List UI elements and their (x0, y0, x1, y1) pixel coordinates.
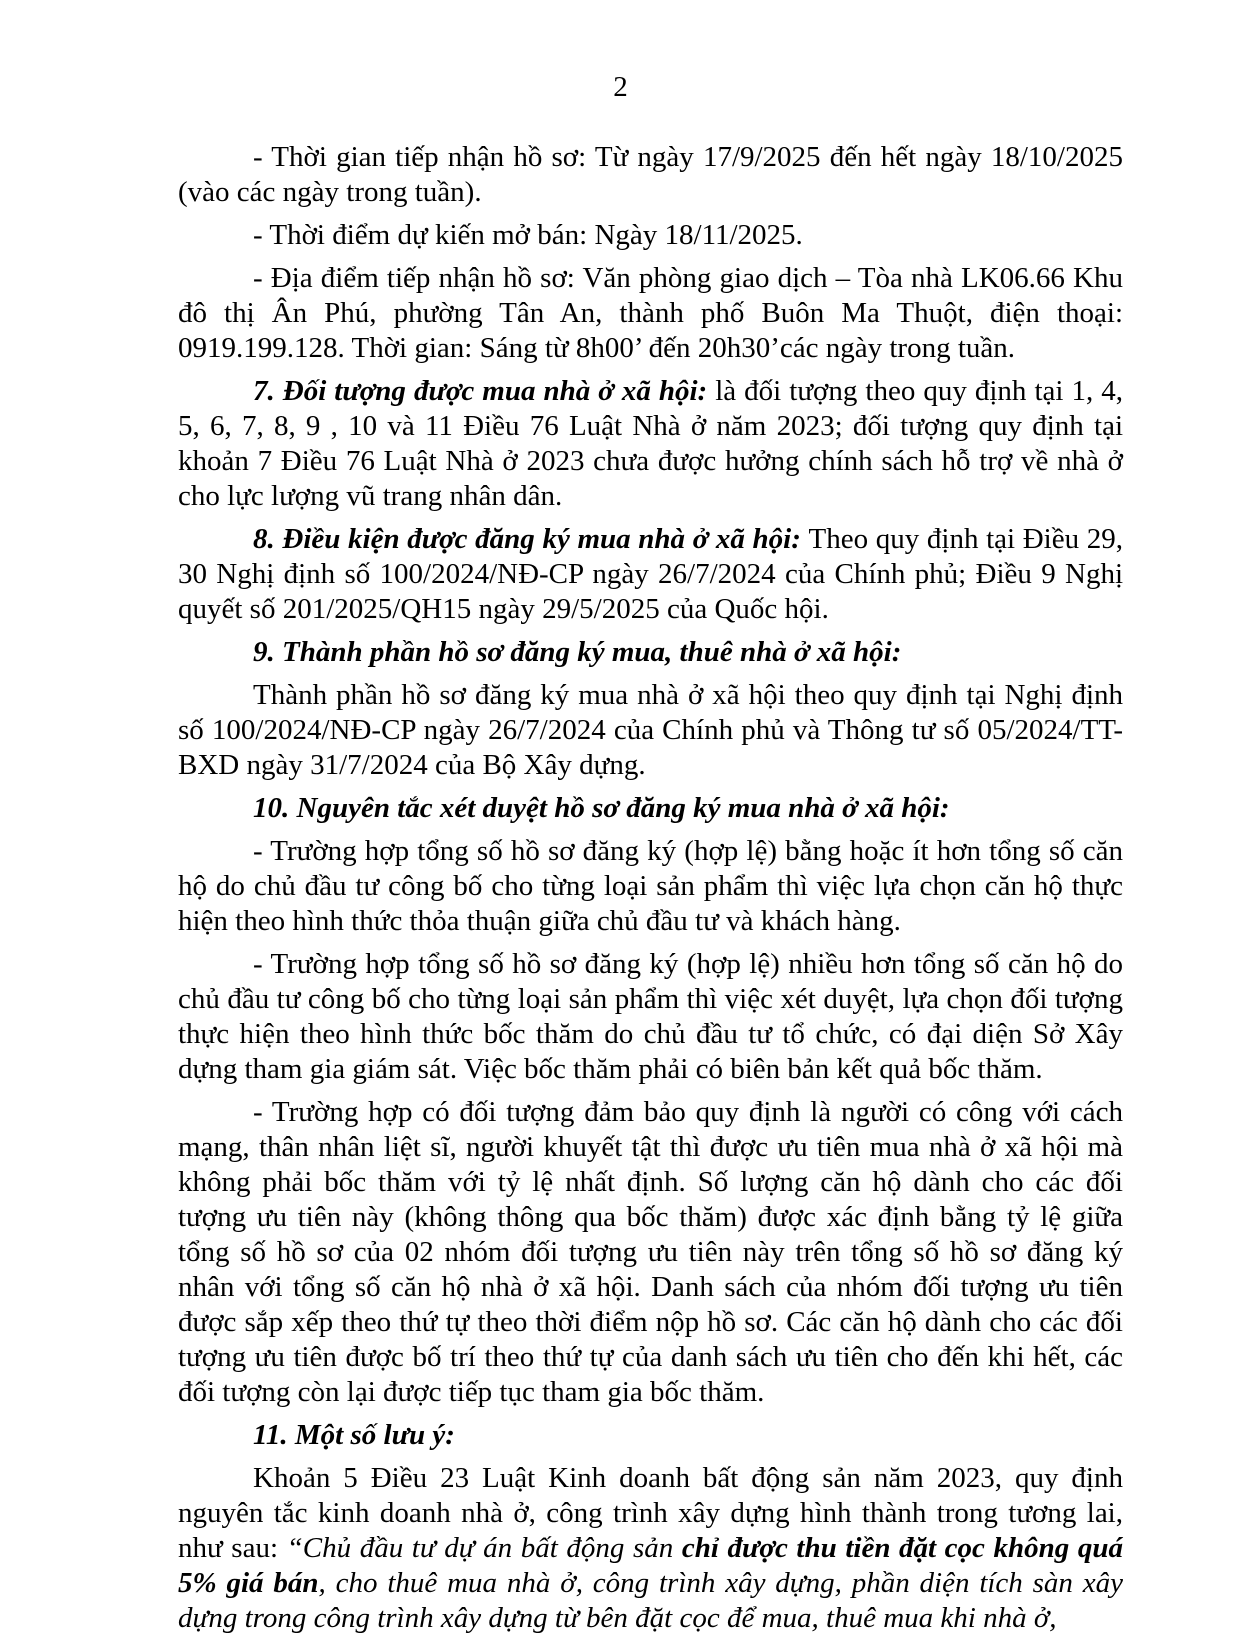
section-8-dieu-kien (178, 522, 1123, 627)
section-11-body (178, 1461, 1123, 1636)
paragraph-dia-diem-tiep-nhan (178, 261, 1123, 366)
section-10-heading (178, 791, 1123, 826)
paragraph-thoi-diem-mo-ban (178, 218, 1123, 253)
text-run: là đối tượng theo quy định tại 1, 4, 5, 6, 7, 8, 9 , 10 và 11 Điều 76 Luật Nhà ở năm 2023; đối tượng quy định tại khoản 7 Điều 76 Luật Nhà ở 2023 chưa được hưởng chính sách hỗ trợ về nhà ở cho lực lượng vũ trang nhân dân. (178, 375, 1123, 512)
section-8-heading-run: 8. Điều kiện được đăng ký mua nhà ở xã hội: (253, 523, 809, 555)
paragraph-thoi-gian-tiep-nhan (178, 140, 1123, 210)
section-11-heading (178, 1418, 1123, 1453)
text-run: Theo quy định tại Điều 29, 30 Nghị định số 100/2024/NĐ-CP ngày 26/7/2024 của Chính phủ; Điều 9 Nghị quyết số 201/2025/QH15 ngày 29/5/2025 của Quốc hội. (178, 523, 1123, 625)
section-7-heading-run: 7. Đối tượng được mua nhà ở xã hội: (253, 375, 716, 407)
section-7-doi-tuong (178, 374, 1123, 514)
text-run: - Địa điểm tiếp nhận hồ sơ: Văn phòng giao dịch – Tòa nhà LK06.66 Khu đô thị Ân Phú, phường Tân An, thành phố Buôn Ma Thuột, điện thoại: 0919.199.128. Thời gian: Sáng từ 8h00’ đến 20h30’các ngày trong tuần. (178, 262, 1123, 364)
quote-italic-run: “Chủ đầu tư dự án bất động sản (286, 1532, 682, 1564)
text-run: - Trường hợp tổng số hồ sơ đăng ký (hợp lệ) nhiều hơn tổng số căn hộ do chủ đầu tư công bố cho từng loại sản phẩm thì việc xét duyệt, lựa chọn đối tượng thực hiện theo hình thức bốc thăm do chủ đầu tư tổ chức, có đại diện Sở Xây dựng tham gia giám sát. Việc bốc thăm phải có biên bản kết quả bốc thăm. (178, 948, 1123, 1085)
section-10-truong-hop-nhieu (178, 947, 1123, 1087)
text-run: - Trường hợp tổng số hồ sơ đăng ký (hợp lệ) bằng hoặc ít hơn tổng số căn hộ do chủ đầu tư công bố cho từng loại sản phẩm thì việc lựa chọn căn hộ thực hiện theo hình thức thỏa thuận giữa chủ đầu tư và khách hàng. (178, 835, 1123, 937)
section-9-heading-run: 9. Thành phần hồ sơ đăng ký mua, thuê nhà ở xã hội: (253, 636, 902, 668)
section-10-truong-hop-bang (178, 834, 1123, 939)
page-number: 2 (613, 71, 628, 103)
text-run: Khoản 5 Điều 23 Luật Kinh doanh bất động sản năm 2023, quy định nguyên tắc kinh doanh nhà ở, công trình xây dựng hình thành trong tương lai, như sau: (178, 1462, 1123, 1564)
text-run: Thành phần hồ sơ đăng ký mua nhà ở xã hội theo quy định tại Nghị định số 100/2024/NĐ-CP ngày 26/7/2024 của Chính phủ và Thông tư số 05/2024/TT-BXD ngày 31/7/2024 của Bộ Xây dựng. (178, 679, 1123, 781)
section-9-body (178, 678, 1123, 783)
text-run: - Trường hợp có đối tượng đảm bảo quy định là người có công với cách mạng, thân nhân liệt sĩ, người khuyết tật thì được ưu tiên mua nhà ở xã hội mà không phải bốc thăm với tỷ lệ nhất định. Số lượng căn hộ dành cho các đối tượng ưu tiên này (không thông qua bốc thăm) được xác định bằng tỷ lệ giữa tổng số hồ sơ của 02 nhóm đối tượng ưu tiên này trên tổng số hồ sơ đăng ký nhân với tổng số căn hộ nhà ở xã hội. Danh sách của nhóm đối tượng ưu tiên được sắp xếp theo thứ tự theo thời điểm nộp hồ sơ. Các căn hộ dành cho các đối tượng ưu tiên được bố trí theo thứ tự của danh sách ưu tiên cho đến khi hết, các đối tượng còn lại được tiếp tục tham gia bốc thăm. (178, 1096, 1123, 1408)
section-9-heading (178, 635, 1123, 670)
text-run: - Thời gian tiếp nhận hồ sơ: Từ ngày 17/9/2025 đến hết ngày 18/10/2025 (vào các ngày trong tuần). (178, 141, 1123, 208)
section-11-heading-run: 11. Một số lưu ý: (253, 1419, 455, 1451)
document-body (178, 140, 1123, 1636)
quote-bold-italic-run: chỉ được thu tiền đặt cọc không quá 5% giá bán (178, 1532, 1123, 1599)
section-10-heading-run: 10. Nguyên tắc xét duyệt hồ sơ đăng ký mua nhà ở xã hội: (253, 792, 950, 824)
text-run: - Thời điểm dự kiến mở bán: Ngày 18/11/2025. (253, 219, 803, 251)
quote-italic-run: , cho thuê mua nhà ở, công trình xây dựng, phần diện tích sàn xây dựng trong công trình xây dựng từ bên đặt cọc để mua, thuê mua khi nhà ở, (178, 1567, 1124, 1634)
section-10-truong-hop-uu-tien (178, 1095, 1123, 1410)
